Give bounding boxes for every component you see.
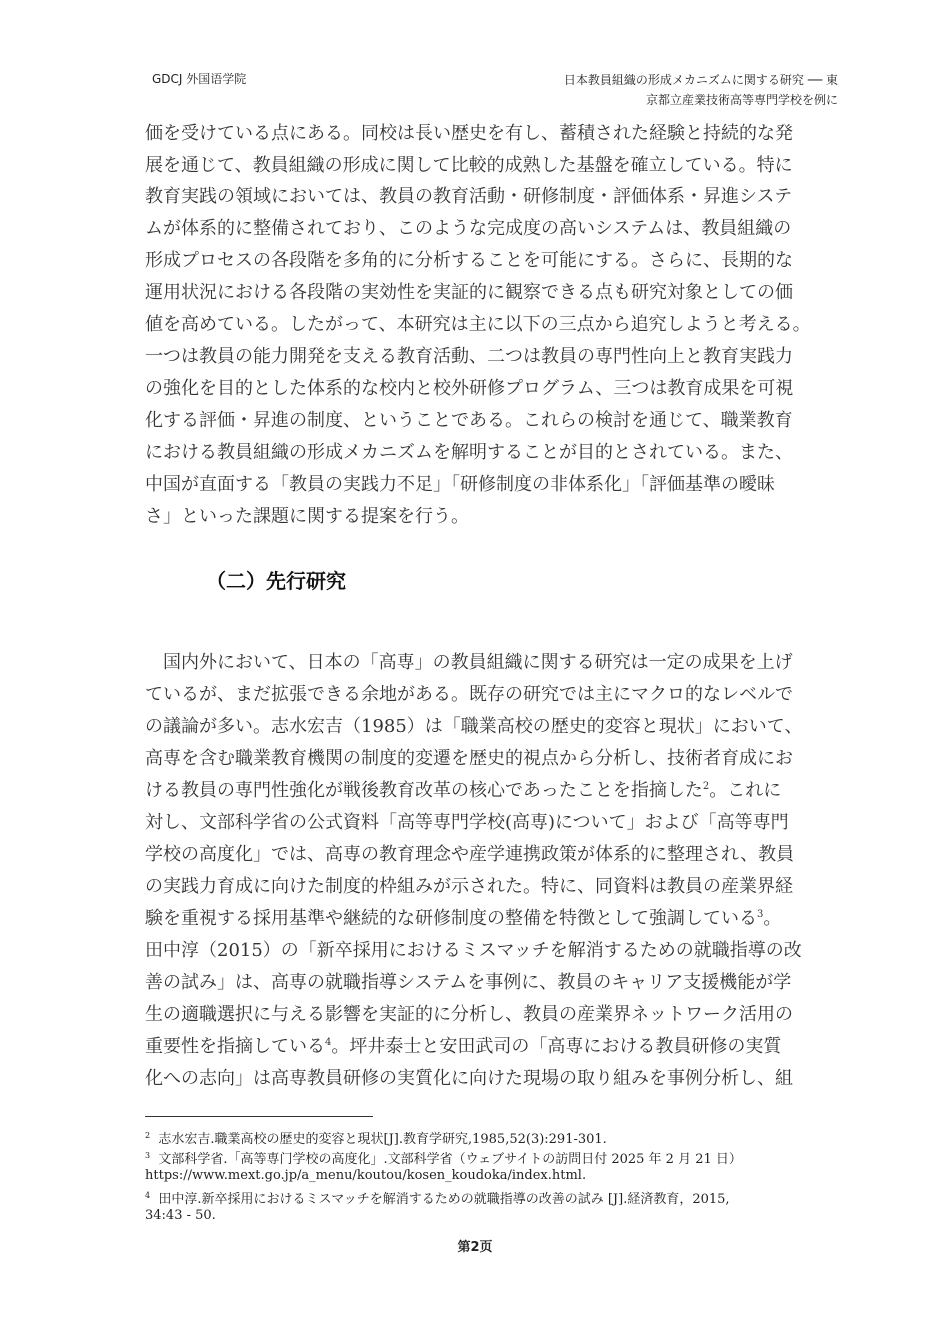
- section-heading: （二）先行研究: [206, 569, 346, 593]
- footnote-3-url[interactable]: https://www.mext.go.jp/a_menu/koutou/kosen_koudoka/index.html.: [145, 1168, 587, 1183]
- paragraph-line: 化への志向」は高専教員研修の実質化に向けた現場の取り組みを事例分析し、組: [145, 1068, 793, 1089]
- paragraph-line: 対し、文部科学省の公式資料「高等専門学校(高専)について」および「高等専門: [145, 812, 789, 833]
- footnote-ref[interactable]: 4: [325, 1037, 332, 1048]
- paragraph-line: ているが、まだ拡張できる余地がある。既存の研究では主にマクロ的なレベルで: [145, 684, 793, 705]
- paragraph-line: 形成プロセスの各段階を多角的に分析することを可能にする。さらに、長期的な: [145, 250, 793, 271]
- paragraph-line: の議論が多い。志水宏吉（1985）は「職業高校の歴史的変容と現状」において、: [145, 716, 803, 737]
- paragraph-line: 高専を含む職業教育機関の制度的変遷を歴史的視点から分析し、技術者育成にお: [145, 748, 793, 769]
- footnote-number: 4: [145, 1191, 151, 1200]
- header-left: GDCJ 外国语学院: [152, 72, 247, 86]
- header-title-line1: 日本教員組織の形成メカニズムに関する研究 ── 東: [563, 73, 838, 87]
- header-title-line2: 京都立産業技術高等専門学校を例に: [645, 93, 838, 107]
- paragraph-line: [145, 904, 781, 930]
- footnote-number: 3: [145, 1151, 151, 1160]
- footnote-text: 志水宏吉.職業高校の歴史的変容と現状[J].教育学研究,1985,52(3):291-301.: [158, 1132, 607, 1147]
- line-text: ける教員の専門性強化が戦後教育改革の核心であったことを指摘した: [145, 780, 703, 801]
- footnote-4-cont: 34:43 - 50.: [145, 1208, 216, 1223]
- paragraph-line: 運用状況における各段階の実効性を実証的に観察できる点も研究対象としての価: [145, 282, 793, 303]
- line-text: 。これに: [709, 780, 782, 801]
- footnote-text: 文部科学省.「高等専门学校の高度化」.文部科学省（ウェブサイトの訪問日付 2025 年 2 月 21 日）: [158, 1152, 742, 1167]
- line-text: 。坪井泰士と安田武司の「高専における教員研修の実質: [331, 1036, 782, 1057]
- line-text: 。: [763, 908, 782, 929]
- paragraph-line: ムが体系的に整備されており、このような完成度の高いシステムは、教員組織の: [145, 218, 792, 239]
- paragraph-line: [145, 776, 781, 802]
- paragraph-line: の強化を目的とした体系的な校内と校外研修プログラム、三つは教育成果を可視: [145, 378, 794, 399]
- paragraph-line: 善の試み」は、高専の就職指導システムを事例に、教員のキャリア支援機能が学: [145, 972, 792, 993]
- paragraph-line: 化する評価・昇進の制度、ということである。これらの検討を通じて、職業教育: [145, 410, 793, 431]
- paragraph-line: 一つは教員の能力開発を支える教育活動、二つは教員の専門性向上と教育実践力: [145, 346, 793, 367]
- paragraph-line: 中国が直面する「教員の実践力不足」「研修制度の非体系化」「評価基準の曖昧: [145, 474, 775, 495]
- footnote-2: [145, 1128, 607, 1147]
- header-right: [438, 70, 838, 110]
- paragraph-line: の実践力育成に向けた制度的枠組みが示された。特に、同資料は教員の産業界経: [145, 876, 793, 897]
- paragraph-line: 価を受けている点にある。同校は長い歴史を有し、蓄積された経験と持続的な発: [145, 123, 793, 144]
- paragraph-line: さ」といった課題に関する提案を行う。: [145, 506, 469, 527]
- paragraph-line: 国内外において、日本の「高専」の教員組織に関する研究は一定の成果を上げ: [145, 652, 793, 673]
- paragraph-line: 展を通じて、教員組織の形成に関して比較的成熟した基盤を確立している。特に: [145, 155, 793, 176]
- footnote-ref[interactable]: 2: [702, 781, 710, 792]
- paragraph-line: 値を高めている。したがって、本研究は主に以下の三点から追究しようと考える。: [145, 314, 811, 335]
- footnote-4: [145, 1188, 730, 1207]
- line-text: 重要性を指摘している: [145, 1036, 325, 1057]
- paragraph-line: [145, 1032, 781, 1058]
- footnote-number: 2: [145, 1131, 151, 1140]
- footnote-ref[interactable]: 3: [757, 909, 764, 920]
- paragraph-line: 学校の高度化」では、高専の教育理念や産学連携政策が体系的に整理され、教員: [145, 844, 795, 865]
- line-text: 験を重視する採用基準や継続的な研修制度の整備を特徴として強調している: [145, 908, 757, 929]
- paragraph-line: 教育実践の領域においては、教員の教育活動・研修制度・評価体系・昇進システ: [145, 186, 793, 207]
- footnote-divider: [145, 1116, 373, 1117]
- page-number: 第2页: [457, 1240, 493, 1255]
- paragraph-line: 生の適職選択に与える影響を実証的に分析し、教員の産業界ネットワーク活用の: [145, 1004, 793, 1025]
- footnote-text: 田中淳.新卒採用におけるミスマッチを解消するための就職指導の改善の試み [J].経済教育，2015,: [158, 1192, 730, 1207]
- paragraph-line: における教員組織の形成メカニズムを解明することが目的とされている。また、: [145, 442, 793, 463]
- paragraph-line: 田中淳（2015）の「新卒採用におけるミスマッチを解消するための就職指導の改: [145, 940, 802, 961]
- footnote-3: [145, 1148, 742, 1167]
